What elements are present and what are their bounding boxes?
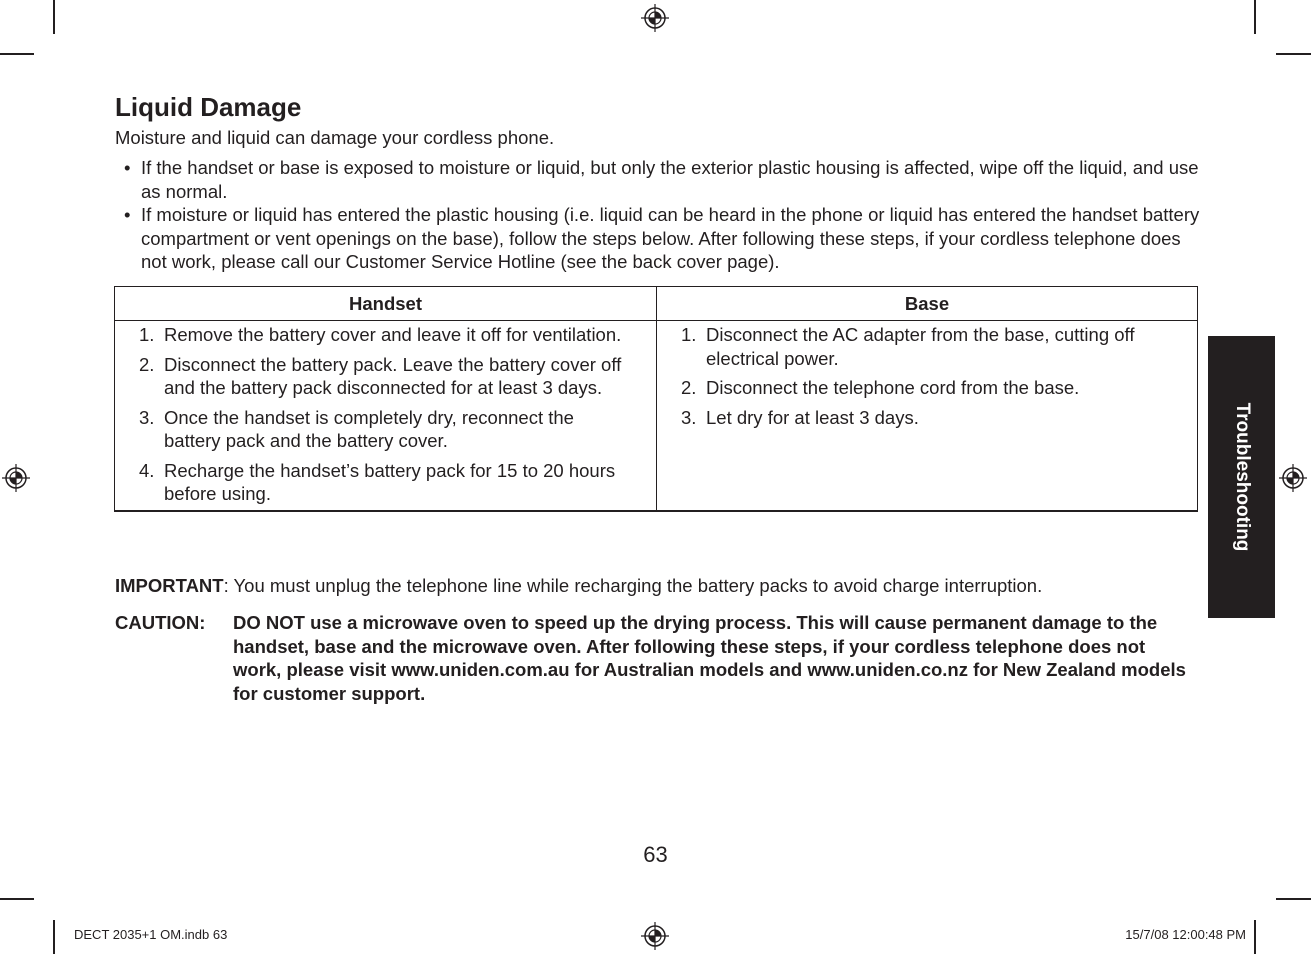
bullet-item [124,203,1204,274]
base-steps-cell [657,321,1198,511]
step-text: Recharge the handset’s battery pack for 15 to 20 hours before using. [164,459,616,504]
registration-mark-icon [641,4,669,32]
handset-steps-cell [115,321,657,511]
step-text: Once the handset is completely dry, reconnect the battery pack and the battery cover. [164,406,574,451]
table-row [115,321,1198,511]
step-number: 2. [681,377,697,398]
crop-mark-icon [0,53,34,55]
list-item [115,353,656,400]
important-text: : You must unplug the telephone line while recharging the battery packs to avoid charge interruption. [223,575,1043,596]
column-header-base: Base [657,287,1198,321]
page-number: 63 [643,842,668,867]
base-steps-list [657,323,1197,429]
section-side-tab [1208,336,1275,618]
registration-mark-icon [641,922,669,950]
crop-mark-icon [1254,0,1256,34]
registration-mark-icon [2,464,30,492]
caution-label: CAUTION: [115,612,206,633]
step-text: Let dry for at least 3 days. [706,406,919,428]
bullet-glyph: • [124,157,131,178]
crop-mark-icon [0,898,34,900]
step-number: 4. [139,459,155,481]
crop-mark-icon [1276,898,1311,900]
handset-steps-list [115,323,656,506]
bullet-item [124,156,1204,203]
steps-table [114,286,1198,512]
registration-mark-icon [1279,464,1307,492]
list-item [657,376,1197,400]
step-text: Disconnect the AC adapter from the base, cutting off electrical power. [706,324,1135,369]
step-number: 3. [139,406,155,428]
step-number: 2. [139,353,155,375]
bullet-text: If moisture or liquid has entered the plastic housing (i.e. liquid can be heard in the phone or liquid has entered the handset battery compartment or vent openings on the base), follow the steps below. After following these steps, if your cordless telephone does not work, please call our Customer Service Hotline (see the back cover page). [141,204,1200,272]
crop-mark-icon [1254,920,1256,954]
step-text: Disconnect the telephone cord from the base. [706,377,1080,398]
list-item [115,406,656,453]
print-slug-file: DECT 2035+1 OM.indb 63 [74,927,228,942]
intro-text: Moisture and liquid can damage your cordless phone. [115,127,555,148]
crop-mark-icon [53,0,55,34]
column-header-handset: Handset [115,287,657,321]
step-text: Disconnect the battery pack. Leave the battery cover off and the battery pack disconnected for at least 3 days. [164,353,622,398]
important-note [115,574,1042,597]
important-label: IMPORTANT [115,575,224,596]
caution-text: DO NOT use a microwave oven to speed up the drying process. This will cause permanent damage to the handset, base and the microwave oven. After following these steps, if your cordless telephone does not work, please visit www.uniden.com.au for Australian models and www.uniden.co.nz for New Zealand models for customer support. [233,612,1186,704]
bullet-text: If the handset or base is exposed to moisture or liquid, but only the exterior plastic housing is affected, wipe off the liquid, and use as normal. [141,157,1199,202]
step-number: 1. [681,324,697,345]
list-item [657,406,1197,430]
crop-mark-icon [53,920,55,954]
step-text: Remove the battery cover and leave it off for ventilation. [164,324,622,345]
step-number: 3. [681,406,697,428]
step-number: 1. [139,324,155,345]
bullet-glyph: • [124,204,131,225]
list-item [115,459,656,506]
bullet-list [124,156,1204,274]
list-item [115,323,656,347]
list-item [657,323,1197,370]
page-title: Liquid Damage [115,92,302,122]
side-tab-label: Troubleshooting [1231,402,1253,552]
print-slug-timestamp: 15/7/08 12:00:48 PM [1125,927,1246,942]
table-header-row [115,287,1198,321]
crop-mark-icon [1276,53,1311,55]
